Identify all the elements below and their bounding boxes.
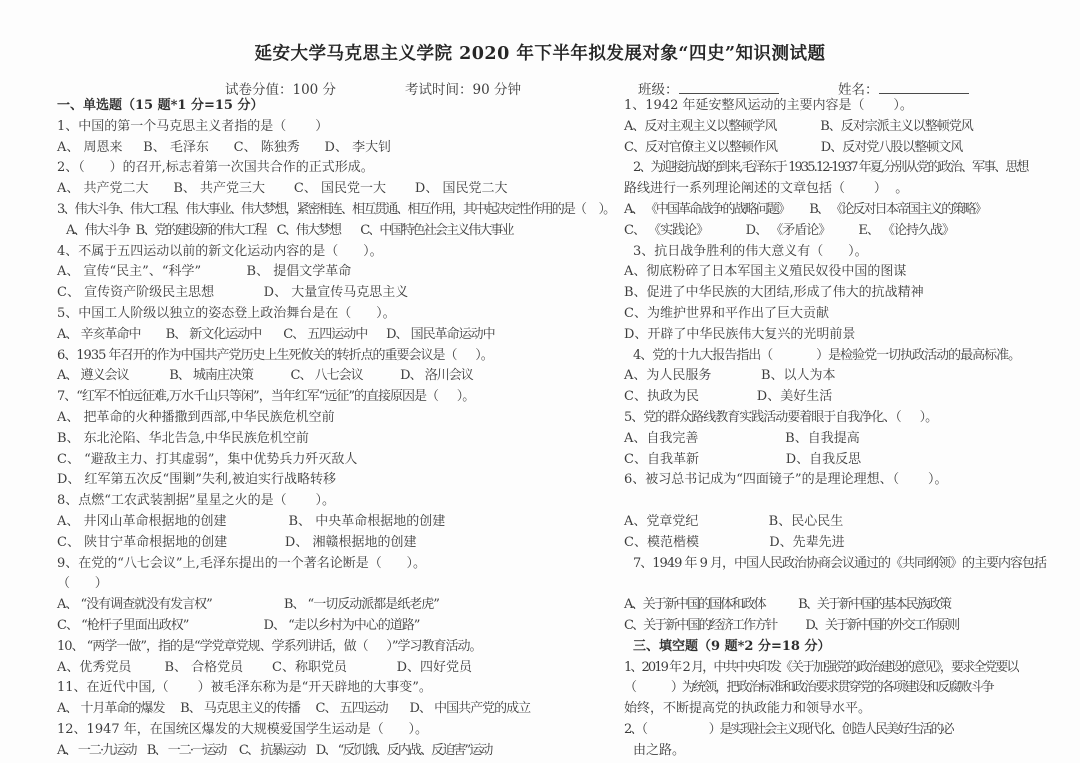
exam-text-line: 11、在近代中国,（ ）被毛泽东称为是“开天辟地的大事变”。 [57, 680, 432, 696]
exam-text-line: （ ） [57, 576, 108, 592]
exam-text-line: 三、填空题（9 题*2 分=18 分） [633, 638, 831, 654]
exam-text-line: A、 井冈山革命根据地的创建 B、 中央革命根据地的创建 [57, 513, 446, 529]
exam-text-line: C、 《实践论》 D、 《矛盾论》 E、 《论持久战》 [624, 222, 955, 238]
score-label: 试卷分值：100 分 [225, 82, 337, 98]
exam-text-line: D、开辟了中华民族伟大复兴的光明前景 [624, 326, 856, 342]
exam-text-line: 7、1949 年 9 月，中国人民政治协商会议通过的《共同纲领》的主要内容包括 [633, 555, 1047, 571]
exam-text-line: 5、党的群众路线教育实践活动要着眼于自我净化、（ ）。 [624, 409, 938, 425]
exam-text-line: 由之路。 [633, 742, 686, 758]
exam-text-line: 6、被习总书记成为“四面镜子”的是理论理想、（ ）。 [624, 472, 948, 488]
exam-text-line: 2、为迎接抗战的到来,毛泽东于 1935.12-1937 年夏,分别从党的政治、军事、思想 [633, 160, 1028, 176]
exam-text-line: A、反对主观主义以整顿学风 B、反对宗派主义以整顿党风 [624, 118, 973, 134]
exam-text-line: 始终，不断提高党的执政能力和领导水平。 [624, 701, 872, 717]
exam-text-line: B、 东北沦陷、华北告急,中华民族危机空前 [57, 430, 309, 446]
left-column [57, 96, 627, 762]
exam-text-line: A、 周恩来 B、 毛泽东 C、 陈独秀 D、 李大钊 [57, 139, 392, 155]
exam-text-line: A、优秀党员 B、 合格党员 C、称职党员 D、四好党员 [57, 659, 473, 675]
exam-text-line: D、 红军第五次反“围剿”失利,被迫实行战略转移 [57, 472, 336, 488]
exam-text-line: 4、不属于五四运动以前的新文化运动内容的是（ ）。 [57, 243, 383, 259]
class-field [638, 78, 779, 98]
class-label: 班级： [638, 82, 679, 98]
exam-text-line: 一、单选题（15 题*1 分=15 分） [57, 98, 264, 113]
exam-text-line: A、 辛亥革命中 B、 新文化运动中 C、 五四运动中 D、 国民革命运动中 [57, 326, 495, 342]
exam-text-line: 9、在党的“八七会议”上,毛泽东提出的一个著名论断是（ ）。 [57, 555, 426, 571]
exam-text-line: A、 《中国革命战争的战略问题》 B、 《论反对日本帝国主义的策略》 [624, 201, 986, 217]
exam-text-line: A、 “没有调查就没有发言权” B、 “一切反动派都是纸老虎” [57, 597, 439, 613]
exam-text-line: 10、 “两学一做”，指的是“学党章党规、学系列讲话，做（ ）”学习教育活动。 [57, 638, 482, 654]
exam-text-line: C、 宣传资产阶级民主思想 D、 大量宣传马克思主义 [57, 285, 409, 301]
exam-text-line: C、反对官僚主义以整顿作风 D、反对党八股以整顿文风 [624, 139, 963, 155]
exam-text-line: 8、点燃“工农武装割据”星星之火的是（ ）。 [57, 493, 335, 509]
exam-text-line: C、自我革新 D、自我反思 [624, 451, 862, 467]
exam-text-line: 7、“红军不怕远征难,万水千山只等闲”，当年红军“远征”的直接原因是（ ）。 [57, 389, 475, 405]
exam-text-line: C、关于新中国的经济工作方针 D、关于新中国的外交工作原则 [624, 617, 959, 633]
exam-text-line: A、党章党纪 B、民心民生 [624, 513, 844, 529]
page-title: 延安大学马克思主义学院 2020 年下半年拟发展对象“四史”知识测试题 [254, 44, 826, 64]
exam-text-line: A、 共产党二大 B、 共产党三大 C、 国民党一大 D、 国民党二大 [57, 181, 508, 197]
exam-text-line: A、 遵义会议 B、 城南庄决策 C、 八七会议 D、 洛川会议 [57, 368, 473, 384]
exam-text-line: C、 “枪杆子里面出政权” D、 “走以乡村为中心的道路” [57, 617, 420, 633]
exam-text-line: A、 十月革命的爆发 B、 马克思主义的传播 C、 五四运动 D、 中国共产党的成立 [57, 701, 531, 717]
exam-text-line: A、 宣传“民主”、“科学” B、 提倡文学革命 [57, 264, 352, 280]
exam-text-line: A、为人民服务 B、以人为本 [624, 368, 836, 384]
exam-text-line: C、模范楷模 D、先辈先进 [624, 534, 845, 550]
exam-text-line: 4、党的十九大报告指出（ ）是检验党一切执政活动的最高标准。 [633, 347, 1021, 363]
exam-text-line: 1、中国的第一个马克思主义者指的是（ ） [57, 118, 329, 134]
exam-text-line: 路线进行一系列理论阐述的文章包括（ ） 。 [624, 181, 909, 197]
exam-text-line: 2、（ ）是实现社会主义现代化、创造人民美好生活的必 [624, 721, 953, 737]
exam-text-line: A、 一二·九运动 B、 一二·一运动 C、 抗暴运动 D、 “反饥饿、反内战、反迫害”运动 [57, 742, 492, 758]
name-blank-underline [879, 80, 969, 94]
exam-text-line: 2、（ ）的召开,标志着第一次国共合作的正式形成。 [57, 160, 374, 176]
exam-text-line: B、促进了中华民族的大团结,形成了伟大的抗战精神 [624, 285, 924, 301]
exam-text-line: 6、1935 年召开的作为中国共产党历史上生死攸关的转折点的重要会议是（ ）。 [57, 347, 493, 363]
exam-text-line: 1、1942 年延安整风运动的主要内容是（ ）。 [624, 98, 913, 113]
name-label: 姓名： [838, 82, 879, 98]
exam-text-line: 3、抗日战争胜利的伟大意义有（ ）。 [633, 243, 868, 259]
exam-text-line: A、伟大斗争 B、党的建设新的伟大工程 C、伟大梦想 C、中国特色社会主义伟大事业 [66, 222, 513, 238]
exam-text-line: A、关于新中国的国体和政体 B、关于新中国的基本民族政策 [624, 597, 951, 613]
exam-text-line: （ ）为统领，把政治标准和政治要求贯穿党的各项建设和反腐败斗争 [624, 680, 993, 696]
exam-text-line: C、 “避敌主力、打其虚弱”，集中优势兵力歼灭敌人 [57, 451, 358, 467]
exam-text-line: C、 陕甘宁革命根据地的创建 D、 湘赣根据地的创建 [57, 534, 417, 550]
exam-text-line: 1、2019 年 2 月，中共中央印发《关于加强党的政治建设的意见》，要求全党要以 [624, 659, 1018, 675]
exam-text-line: A、 把革命的火种播撒到西部,中华民族危机空前 [57, 409, 335, 425]
exam-text-line: C、执政为民 D、美好生活 [624, 389, 833, 405]
time-label: 考试时间：90 分钟 [405, 82, 521, 98]
exam-text-line: C、为维护世界和平作出了巨大贡献 [624, 305, 829, 321]
exam-text-line: A、自我完善 B、自我提高 [624, 430, 860, 446]
right-column [624, 96, 1070, 762]
exam-text-line [624, 491, 1070, 512]
exam-text-line: 3、伟大斗争、伟大工程、伟大事业、伟大梦想，紧密相连、相互贯通、相互作用，其中起决定性作用的是（ ）。 [57, 201, 615, 217]
exam-text-line [624, 574, 1070, 595]
exam-text-line: A、彻底粉碎了日本军国主义殖民奴役中国的图谋 [624, 264, 907, 280]
exam-meta-row [0, 78, 1080, 98]
name-field [838, 78, 969, 98]
exam-text-line: 5、中国工人阶级以独立的姿态登上政治舞台是在（ ）。 [57, 305, 396, 321]
exam-text-line: 12、1947 年，在国统区爆发的大规模爱国学生运动是（ ）。 [57, 721, 429, 737]
class-blank-underline [679, 80, 779, 94]
